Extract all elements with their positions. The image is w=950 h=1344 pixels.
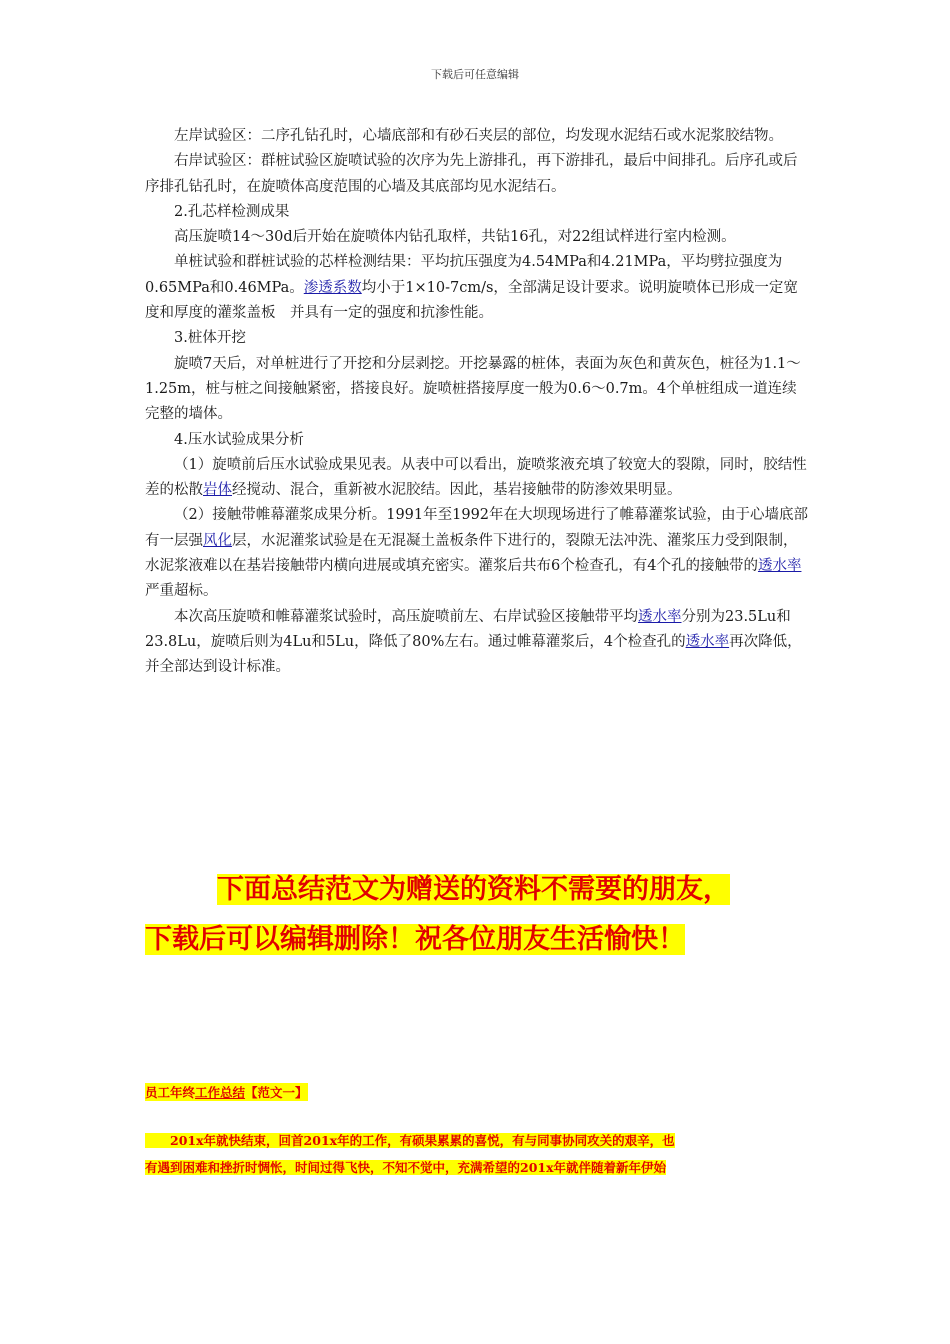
essay-body (145, 1127, 805, 1181)
page-header: 下载后可任意编辑 (431, 68, 519, 81)
document-body (145, 124, 810, 681)
link-permeability-rate[interactable]: 透水率 (685, 633, 730, 650)
link-permeability-coefficient[interactable]: 渗透系数 (303, 279, 362, 296)
paragraph-water-test-2 (145, 503, 810, 604)
paragraph-core-results (145, 250, 810, 326)
title-segment: 【范文一】 (245, 1085, 308, 1100)
text-segment: 再次降低，并全部达到设计标准。 (145, 633, 802, 676)
paragraph-right-bank: 右岸试验区：群桩试验区旋喷试验的次序为先上游排孔，再下游排孔，最后中间排孔。后序孔或后序排孔钻孔时，在旋喷体高度范围的心墙及其底部均见水泥结石。 (145, 153, 798, 195)
text-segment: （2）接触带帷幕灌浆成果分析。1991年至1992年在大坝现场进行了帷幕灌浆试验，由于心墙底部有一层强 (145, 507, 809, 549)
text-segment: 单桩试验和群桩试验的芯样检测结果：平均抗压强度为4.54MPa和4.21MPa，平均劈拉强度为0.65MPa和0.46MPa。 (145, 254, 783, 296)
text-segment: （1）旋喷前后压水试验成果见表。从表中可以看出，旋喷浆液充填了较宽大的裂隙，同时，胶结性差的松散 (145, 456, 807, 499)
link-permeability-rate[interactable]: 透水率 (757, 558, 802, 575)
heading-water-test: 4.压水试验成果分析 (174, 431, 304, 448)
text-segment: 层，水泥灌浆试验是在无混凝土盖板条件下进行的，裂隙无法冲洗、灌浆压力受到限制，水泥浆液难以在基岩接触带内横向进展或填充密实。灌浆后共布6个检查孔，有4个孔的接触带的 (145, 532, 798, 575)
title-link-work-summary[interactable]: 工作总结 (195, 1085, 246, 1100)
link-weathering[interactable]: 风化 (203, 532, 232, 549)
paragraph-sampling: 高压旋喷14～30d后开始在旋喷体内钻孔取样，共钻16孔，对22组试样进行室内检测。 (174, 229, 736, 246)
text-segment: 分别为23.5Lu和23.8Lu，旋喷后则为4Lu和5Lu，降低了80%左右。通过帷幕灌浆后，4个检查孔的 (145, 608, 791, 650)
link-rock-mass[interactable]: 岩体 (203, 482, 232, 499)
essay-line: 有遇到困难和挫折时惆怅，时间过得飞快，不知不觉中，充满希望的201x年就伴随着新年伊始 (145, 1160, 667, 1175)
essay-line: 201x年就快结束，回首201x年的工作，有硕果累累的喜悦，有与同事协同攻关的艰辛，也 (145, 1133, 675, 1148)
highlighted-text: 下面总结范文为赠送的资料不需要的朋友， (217, 874, 730, 905)
paragraph-summary (145, 605, 810, 681)
heading-core-sample: 2.孔芯样检测成果 (174, 203, 290, 220)
title-segment: 员工年终 (145, 1085, 196, 1100)
highlighted-text: 下载后可以编辑删除！祝各位朋友生活愉快！ (145, 924, 685, 955)
gift-banner-line-1 (145, 869, 805, 911)
text-segment: 均小于1×10-7cm/s，全部满足设计要求。说明旋喷体已形成一定宽度和厚度的灌浆盖板 并具有一定的强度和抗渗性能。 (145, 279, 798, 322)
paragraph-excavation: 旋喷7天后，对单桩进行了开挖和分层剥挖。开挖暴露的桩体，表面为灰色和黄灰色，桩径为1.1～1.25m，桩与桩之间接触紧密，搭接良好。旋喷桩搭接厚度一般为0.6～0.7m。4个单桩组成一道连续完整的墙体。 (145, 355, 801, 423)
paragraph-water-test-1 (145, 453, 810, 504)
link-permeability-rate[interactable]: 透水率 (638, 608, 682, 625)
text-segment: 严重超标。 (145, 583, 218, 600)
gift-banner-line-2 (145, 919, 805, 961)
text-segment: 本次高压旋喷和帷幕灌浆试验时，高压旋喷前左、右岸试验区接触带平均 (174, 608, 638, 625)
paragraph-left-bank: 左岸试验区：二序孔钻孔时，心墙底部和有砂石夹层的部位，均发现水泥结石或水泥浆胶结物。 (174, 128, 783, 144)
heading-excavation: 3.桩体开挖 (174, 330, 246, 347)
essay-title (145, 1083, 308, 1101)
text-segment: 经搅动、混合，重新被水泥胶结。因此，基岩接触带的防渗效果明显。 (232, 482, 682, 499)
